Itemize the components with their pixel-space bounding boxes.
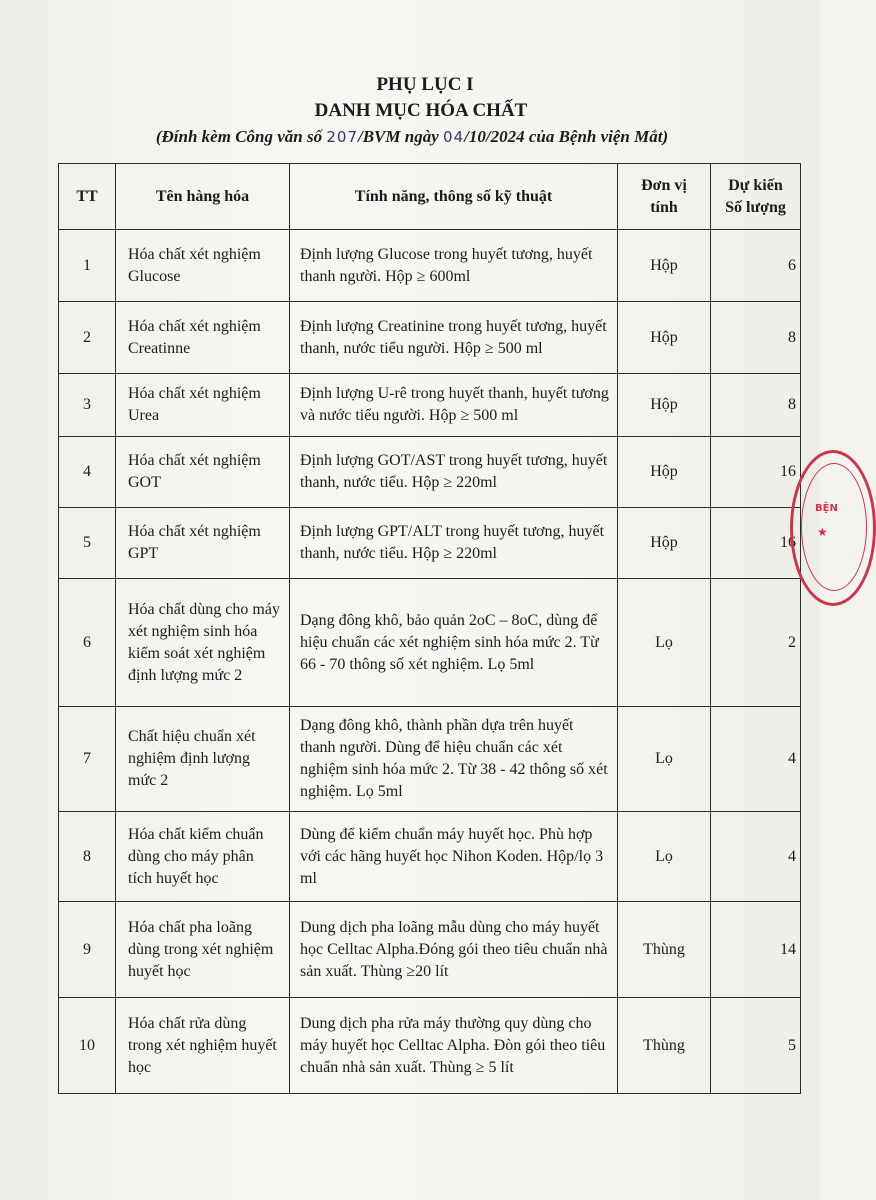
attachment-note-part-3: /10/2024 của Bệnh viện Mắt) xyxy=(464,127,669,146)
cell-unit: Hộp xyxy=(618,437,711,508)
table-row xyxy=(59,302,801,374)
table-header-row xyxy=(59,164,801,230)
cell-unit: Hộp xyxy=(618,508,711,579)
cell-spec: Dùng để kiểm chuẩn máy huyết học. Phù hợp với các hãng huyết học Nihon Koden. Hộp/lọ 3 ml xyxy=(290,812,618,902)
cell-spec: Định lượng GPT/ALT trong huyết tương, huyết thanh, nước tiểu. Hộp ≥ 220ml xyxy=(290,508,618,579)
cell-qty: 16 xyxy=(711,437,801,508)
handwritten-day: 04 xyxy=(443,128,465,146)
cell-qty: 2 xyxy=(711,579,801,707)
cell-name: Hóa chất kiểm chuẩn dùng cho máy phân tích huyết học xyxy=(116,812,290,902)
table-row xyxy=(59,508,801,579)
cell-tt: 7 xyxy=(59,707,116,812)
list-title: DANH MỤC HÓA CHẤT xyxy=(314,100,528,121)
cell-spec: Dạng đông khô, thành phần dựa trên huyết thanh người. Dùng để hiệu chuẩn các xét nghiệm sinh hóa mức 2. Từ 38 - 42 thông số xét nghiệm. Lọ 5ml xyxy=(290,707,618,812)
attachment-note xyxy=(4,124,820,150)
cell-qty: 4 xyxy=(711,812,801,902)
cell-qty: 5 xyxy=(711,998,801,1094)
header-qty-line-1: Dự kiến xyxy=(728,176,783,194)
table-row xyxy=(59,374,801,437)
cell-unit: Hộp xyxy=(618,230,711,302)
cell-unit: Lọ xyxy=(618,812,711,902)
cell-name: Hóa chất pha loãng dùng trong xét nghiệm huyết học xyxy=(116,902,290,998)
cell-name: Hóa chất rửa dùng trong xét nghiệm huyết học xyxy=(116,998,290,1094)
cell-name: Hóa chất xét nghiệm GOT xyxy=(116,437,290,508)
cell-name: Hóa chất dùng cho máy xét nghiệm sinh hóa kiểm soát xét nghiệm định lượng mức 2 xyxy=(116,579,290,707)
cell-name: Hóa chất xét nghiệm Urea xyxy=(116,374,290,437)
header-unit xyxy=(618,164,711,230)
document-header xyxy=(0,72,820,150)
header-spec: Tính năng, thông số kỹ thuật xyxy=(290,164,618,230)
cell-qty: 4 xyxy=(711,707,801,812)
cell-tt: 10 xyxy=(59,998,116,1094)
header-unit-line-2: tính xyxy=(650,198,678,216)
cell-name: Chất hiệu chuẩn xét nghiệm định lượng mức 2 xyxy=(116,707,290,812)
header-tt: TT xyxy=(59,164,116,230)
cell-qty: 8 xyxy=(711,302,801,374)
table-row xyxy=(59,707,801,812)
cell-spec: Định lượng U-rê trong huyết thanh, huyết tương và nước tiểu người. Hộp ≥ 500 ml xyxy=(290,374,618,437)
chemicals-table xyxy=(58,163,801,1094)
seal-inner-ring xyxy=(801,463,867,591)
table-row xyxy=(59,998,801,1094)
cell-tt: 1 xyxy=(59,230,116,302)
cell-spec: Định lượng Creatinine trong huyết tương, huyết thanh, nước tiểu người. Hộp ≥ 500 ml xyxy=(290,302,618,374)
header-qty xyxy=(711,164,801,230)
table-row xyxy=(59,437,801,508)
cell-qty: 16 xyxy=(711,508,801,579)
seal-star-icon: ★ xyxy=(817,525,828,539)
header-name: Tên hàng hóa xyxy=(116,164,290,230)
cell-spec: Dạng đông khô, bảo quản 2oC – 8oC, dùng để hiệu chuẩn các xét nghiệm sinh hóa mức 2. Từ 66 - 70 thông số xét nghiệm. Lọ 5ml xyxy=(290,579,618,707)
cell-tt: 8 xyxy=(59,812,116,902)
cell-spec: Định lượng Glucose trong huyết tương, huyết thanh người. Hộp ≥ 600ml xyxy=(290,230,618,302)
cell-unit: Thùng xyxy=(618,902,711,998)
table-row xyxy=(59,230,801,302)
appendix-title: PHỤ LỤC I xyxy=(376,74,474,95)
cell-tt: 9 xyxy=(59,902,116,998)
header-qty-line-2: Số lượng xyxy=(725,198,786,216)
cell-unit: Lọ xyxy=(618,707,711,812)
cell-spec: Dung dịch pha rửa máy thường quy dùng cho máy huyết học Celltac Alpha. Đòn gói theo tiêu chuẩn nhà sản xuất. Thùng ≥ 5 lít xyxy=(290,998,618,1094)
handwritten-document-number: 207 xyxy=(326,128,358,146)
cell-tt: 4 xyxy=(59,437,116,508)
cell-unit: Lọ xyxy=(618,579,711,707)
cell-tt: 2 xyxy=(59,302,116,374)
table-row xyxy=(59,812,801,902)
cell-qty: 8 xyxy=(711,374,801,437)
cell-name: Hóa chất xét nghiệm Creatinne xyxy=(116,302,290,374)
cell-qty: 6 xyxy=(711,230,801,302)
header-unit-line-1: Đơn vị xyxy=(641,176,687,194)
cell-tt: 5 xyxy=(59,508,116,579)
cell-tt: 6 xyxy=(59,579,116,707)
cell-unit: Hộp xyxy=(618,302,711,374)
attachment-note-part-1: (Đính kèm Công văn số xyxy=(155,127,327,146)
cell-qty: 14 xyxy=(711,902,801,998)
attachment-note-part-2: /BVM ngày xyxy=(358,127,444,146)
cell-spec: Dung dịch pha loãng mẫu dùng cho máy huyết học Celltac Alpha.Đóng gói theo tiêu chuẩn nhà sản xuất. Thùng ≥20 lít xyxy=(290,902,618,998)
hospital-seal-stamp xyxy=(790,450,876,606)
cell-unit: Hộp xyxy=(618,374,711,437)
cell-spec: Định lượng GOT/AST trong huyết tương, huyết thanh, nước tiểu. Hộp ≥ 220ml xyxy=(290,437,618,508)
cell-tt: 3 xyxy=(59,374,116,437)
seal-text: BỆN xyxy=(815,503,838,514)
cell-unit: Thùng xyxy=(618,998,711,1094)
cell-name: Hóa chất xét nghiệm Glucose xyxy=(116,230,290,302)
cell-name: Hóa chất xét nghiệm GPT xyxy=(116,508,290,579)
table-row xyxy=(59,902,801,998)
table-row xyxy=(59,579,801,707)
